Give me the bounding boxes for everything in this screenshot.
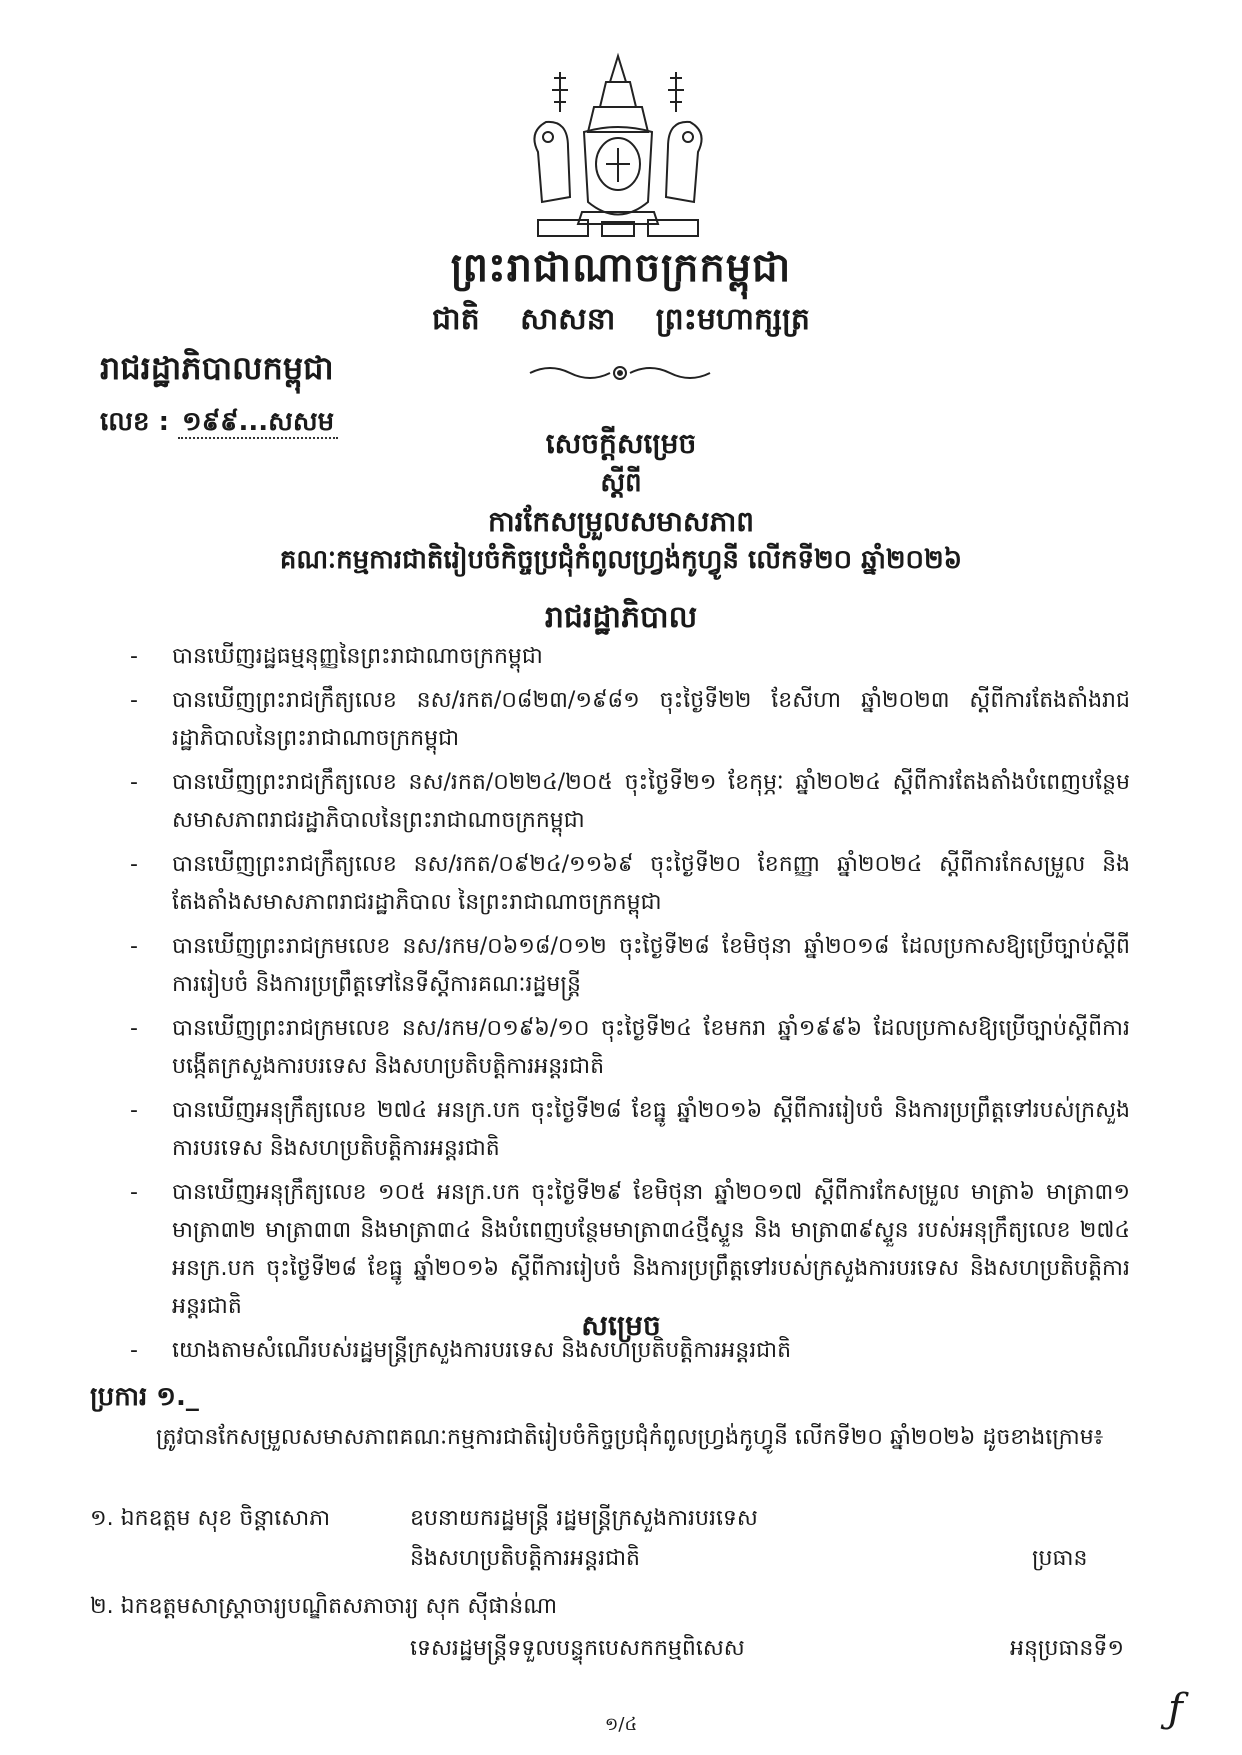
decision-heading: សម្រេច: [581, 1309, 661, 1342]
kingdom-name: ព្រះរាជាណាចក្រកម្ពុជា: [450, 245, 792, 291]
list-item: - បានឃើញព្រះរាជក្រមលេខ នស/រកម/០៦១៨/០១២ ចុះថ្ងៃទី២៨ ខែមិថុនា ឆ្នាំ២០១៨ ដែលប្រកាសឱ្យប្រើច្បាប់ស្តីពីការរៀបចំ និងការប្រព្រឹត្តទៅនៃទីស្តីការគណៈរដ្ឋមន្ត្រី: [130, 928, 1130, 1004]
member-name: ១. ឯកឧត្តម សុខ ចិន្តាសោភា: [90, 1506, 331, 1531]
list-item: - យោងតាមសំណើរបស់រដ្ឋមន្ត្រីក្រសួងការបរទេស និងសហប្រតិបត្តិការអន្តរជាតិ: [130, 1332, 1130, 1370]
list-item: - បានឃើញអនុក្រឹត្យលេខ ២៧៤ អនក្រ.បក ចុះថ្ងៃទី២៨ ខែធ្នូ ឆ្នាំ២០១៦ ស្តីពីការរៀបចំ និងការប្រព្រឹត្តទៅរបស់ក្រសួងការបរទេស និងសហប្រតិបត្តិការអន្តរជាតិ: [130, 1092, 1130, 1168]
number-label: លេខ :: [100, 407, 169, 437]
list-item: - បានឃើញព្រះរាជក្រឹត្យលេខ នស/រកត/០២២៤/២០៥ ចុះថ្ងៃទី២១ ខែកុម្ភៈ ឆ្នាំ២០២៤ ស្តីពីការតែងតាំងបំពេញបន្ថែមសមាសភាពរាជរដ្ឋាភិបាលនៃព្រះរាជាណាចក្រកម្ពុជា: [130, 764, 1130, 840]
issuing-authority: រាជរដ្ឋាភិបាល: [544, 600, 698, 635]
issuing-government: រាជរដ្ឋាភិបាលកម្ពុជា: [100, 349, 334, 387]
document-type-title: សេចក្តីសម្រេច: [545, 427, 697, 460]
member-role: អនុប្រធានទី១: [1010, 1636, 1124, 1661]
royal-emblem-seal: [498, 52, 738, 242]
title-about: ស្តីពី: [600, 468, 642, 498]
title-subject: ការកែសម្រួលសមាសភាព: [487, 505, 755, 538]
member-name: ២. ឯកឧត្តមសាស្ត្រាចារ្យបណ្ឌិតសភាចារ្យ សុក ស៊ីផាន់ណា: [90, 1594, 558, 1619]
title-committee: គណៈកម្មការជាតិរៀបចំកិច្ចប្រជុំកំពូលហ្វ្រង់កូហ្វូនី លើកទី២០ ឆ្នាំ២០២៦: [279, 545, 963, 575]
member-role: ប្រធាន: [1032, 1546, 1088, 1571]
article-label: ប្រការ ១._: [90, 1382, 199, 1412]
list-item: - បានឃើញព្រះរាជក្រឹត្យលេខ នស/រកត/០៨២៣/១៩៨១ ចុះថ្ងៃទី២២ ខែសីហា ឆ្នាំ២០២៣ ស្តីពីការតែងតាំងរាជរដ្ឋាភិបាលនៃព្រះរាជាណាចក្រកម្ពុជា: [130, 682, 1130, 758]
national-motto: ជាតិ សាសនា ព្រះមហាក្សត្រ: [432, 302, 810, 337]
list-item: - បានឃើញរដ្ឋធម្មនុញ្ញនៃព្រះរាជាណាចក្រកម្ពុជា: [130, 638, 1130, 676]
member-title: ឧបនាយករដ្ឋមន្ត្រី រដ្ឋមន្ត្រីក្រសួងការបរទេស: [410, 1506, 758, 1531]
list-item: - បានឃើញព្រះរាជក្រមលេខ នស/រកម/០១៩៦/១០ ចុះថ្ងៃទី២៤ ខែមករា ឆ្នាំ១៩៩៦ ដែលប្រកាសឱ្យប្រើច្បាប់ស្តីពីការបង្កើតក្រសួងការបរទេស និងសហប្រតិបត្តិការអន្តរជាតិ: [130, 1010, 1130, 1086]
decorative-ornament: [520, 358, 720, 388]
number-value: ១៩៩...សសម: [178, 407, 338, 439]
page-number: ១/៤: [604, 1714, 638, 1735]
handwritten-initial: ƒ: [1168, 1686, 1183, 1732]
member-title-continued: និងសហប្រតិបត្តិការអន្តរជាតិ: [410, 1546, 640, 1571]
member-title: ទេសរដ្ឋមន្ត្រីទទួលបន្ទុកបេសកកម្មពិសេស: [410, 1636, 745, 1661]
list-item: - បានឃើញព្រះរាជក្រឹត្យលេខ នស/រកត/០៩២៤/១១៦៩ ចុះថ្ងៃទី២០ ខែកញ្ញា ឆ្នាំ២០២៤ ស្តីពីការកែសម្រួល និងតែងតាំងសមាសភាពរាជរដ្ឋាភិបាល នៃព្រះរាជាណាចក្រកម្ពុជា: [130, 846, 1130, 922]
article-text: ត្រូវបានកែសម្រួលសមាសភាពគណៈកម្មការជាតិរៀបចំកិច្ចប្រជុំកំពូលហ្វ្រង់កូហ្វូនី លើកទី២០ ឆ្នាំ២០២៦ ដូចខាងក្រោម៖: [156, 1425, 1104, 1450]
considerations-list: [130, 638, 1130, 1376]
list-item: - បានឃើញអនុក្រឹត្យលេខ ១០៥ អនក្រ.បក ចុះថ្ងៃទី២៩ ខែមិថុនា ឆ្នាំ២០១៧ ស្តីពីការកែសម្រួល មាត្រា៦ មាត្រា៣១ មាត្រា៣២ មាត្រា៣៣ និងមាត្រា៣៤ និងបំពេញបន្ថែមមាត្រា៣៤ថ្មីស្ទួន និង មាត្រា៣៩ស្ទួន របស់អនុក្រឹត្យលេខ ២៧៤ អនក្រ.បក ចុះថ្ងៃទី២៨ ខែធ្នូ ឆ្នាំ២០១៦ ស្តីពីការរៀបចំ និងការប្រព្រឹត្តទៅរបស់ក្រសួងការបរទេស និងសហប្រតិបត្តិការអន្តរជាតិ: [130, 1174, 1130, 1326]
